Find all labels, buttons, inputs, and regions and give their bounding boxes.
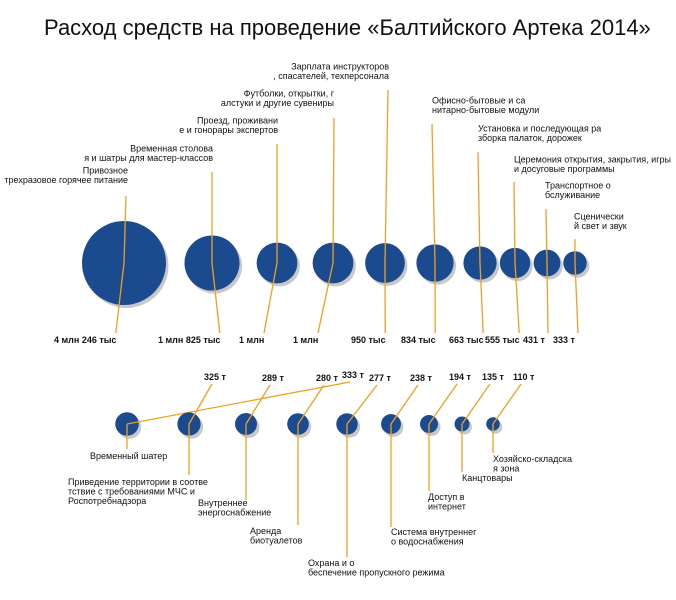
bubble-label: Охрана и о беспечение пропускного режима <box>308 558 445 578</box>
value-label: 834 тыс <box>401 335 436 345</box>
value-label: 663 тыс <box>449 335 484 345</box>
value-label: 555 тыс <box>485 335 520 345</box>
leader-line <box>333 118 334 263</box>
leader-line <box>478 152 480 263</box>
leader-line <box>347 385 377 424</box>
bubble-label: Хозяйско-складска я зона <box>493 454 573 474</box>
leader-line <box>432 124 435 263</box>
bubble-label: Транспортное о бслуживание <box>545 180 611 200</box>
bubble-label: Аренда биотуалетов <box>250 526 303 546</box>
value-label: 1 млн 825 тыс <box>158 335 221 345</box>
leader-line <box>385 90 388 263</box>
value-label: 950 тыс <box>351 335 386 345</box>
bubble-label: Доступ в интернет <box>428 492 466 512</box>
bubble-label: Система внутреннег о водоснабжения <box>391 527 477 547</box>
leader-line <box>493 384 521 424</box>
leader-line <box>391 385 418 424</box>
value-label: 431 т <box>523 335 545 345</box>
bubble-label: Церемония открытия, закрытия, игры и досуговые программы <box>514 154 671 174</box>
value-label: 333 т <box>553 335 575 345</box>
value-label: 135 т <box>482 372 504 382</box>
value-label: 333 т <box>342 370 364 380</box>
bubble-label: Проезд, проживани е и гонорары экспертов <box>179 115 278 135</box>
chart-marks <box>4 62 671 578</box>
leader-line <box>429 384 457 424</box>
value-label: 325 т <box>204 372 226 382</box>
chart-title: Расход средств на проведение «Балтийского Артека 2014» <box>44 15 651 40</box>
value-label: 238 т <box>410 373 432 383</box>
bubble-label: Временный шатер <box>90 451 168 461</box>
leader-line <box>462 384 490 424</box>
bubble-label: Привозное трехразовое горячее питание <box>4 165 128 185</box>
value-label: 289 т <box>262 373 284 383</box>
bubble-label: Установка и последующая ра зборка палаток, дорожек <box>478 123 602 143</box>
leader-line <box>189 384 212 424</box>
bubble-label: Канцтовары <box>462 473 513 483</box>
value-label: 110 т <box>513 372 535 382</box>
value-label: 4 млн 246 тыс <box>54 335 117 345</box>
value-label: 277 т <box>369 373 391 383</box>
leader-line <box>246 385 270 424</box>
value-label: 1 млн <box>293 335 319 345</box>
value-label: 280 т <box>316 373 338 383</box>
value-label: 1 млн <box>239 335 265 345</box>
bubble-label: Приведение территории в соотве тствие с требованиями МЧС и Роспотребнадзора <box>68 477 208 506</box>
bubble-label: Сценически й свет и звук <box>574 211 627 231</box>
value-label: 194 т <box>449 372 471 382</box>
bubble-label: Футболки, открытки, г алстуки и другие сувениры <box>220 88 334 108</box>
bubble-label: Зарплата инструкторов , спасателей, техперсонала <box>273 61 389 81</box>
bubble-label: Внутреннее энергоснабжение <box>198 498 272 518</box>
bubble-label: Офисно-бытовые и са нитарно-бытовые модули <box>432 95 540 115</box>
bubble-label: Временная столова я и шатры для мастер-классов <box>84 143 213 163</box>
